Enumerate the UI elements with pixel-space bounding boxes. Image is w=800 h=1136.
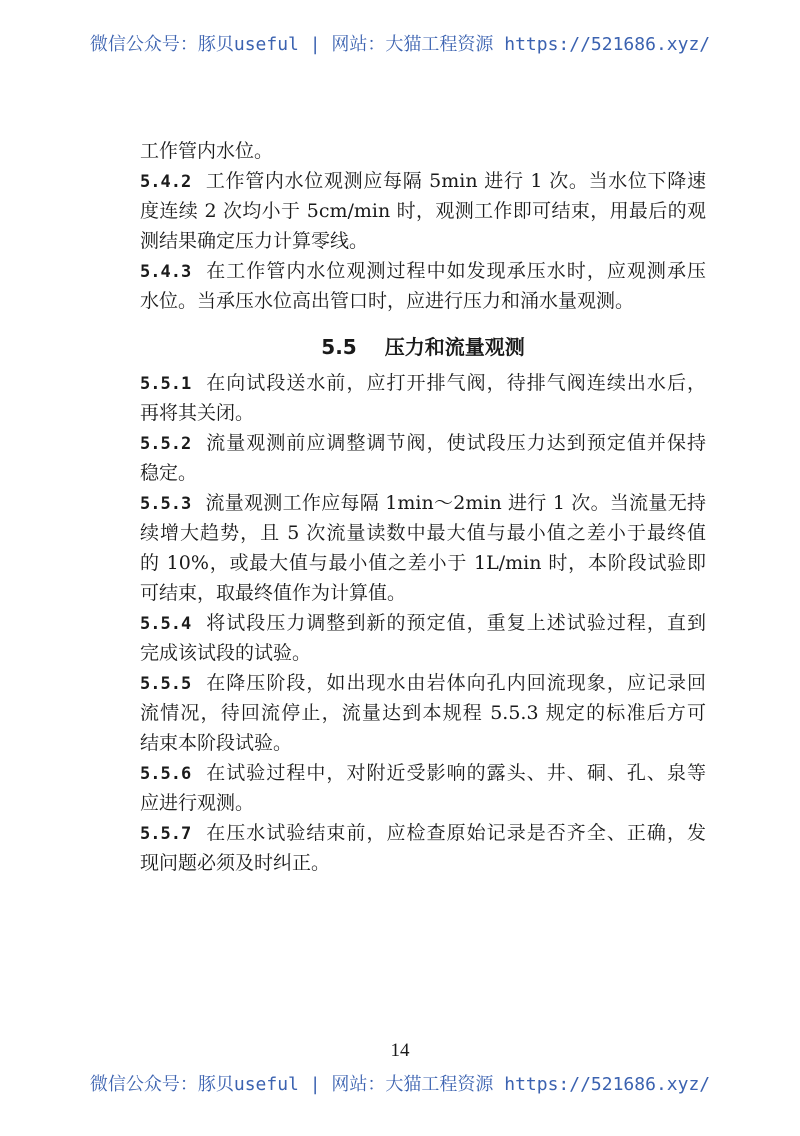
clause [140,758,706,818]
line-text: 再将其关闭。 [140,402,255,424]
line-text: 流量观测工作应每隔 1min～2min 进行 1 次。当流量无持 [205,492,706,514]
line-text: 流量观测前应调整调节阀，使试段压力达到预定值并保持 [205,432,706,454]
page-number: 14 [390,1040,410,1061]
clause [140,608,706,668]
line-text: 工作管内水位。 [140,140,274,162]
watermark-header: 微信公众号：豚贝useful | 网站：大猫工程资源 https://521686.xyz/ [89,34,711,55]
line-text: 流情况，待回流停止，流量达到本规程 5.5.3 规定的标准后方可 [140,702,706,724]
section-number: 5.5 [321,335,357,359]
line-text: 在工作管内水位观测过程中如发现承压水时，应观测承压 [205,260,706,282]
line-text: 可结束，取最终值作为计算值。 [140,582,407,604]
text-line [140,638,706,668]
text-line [140,518,706,548]
line-text: 完成该试段的试验。 [140,642,312,664]
text-line [140,548,706,578]
line-text: 水位。当承压水位高出管口时，应进行压力和涌水量观测。 [140,290,635,312]
clause-number: 5.5.4 [140,614,192,634]
clause [140,428,706,488]
clause [140,256,706,316]
line-text: 在压水试验结束前，应检查原始记录是否齐全、正确，发 [205,822,706,844]
text-line [140,668,706,698]
line-text: 续增大趋势，且 5 次流量读数中最大值与最小值之差小于最终值 [140,522,706,544]
watermark-footer: 微信公众号：豚贝useful | 网站：大猫工程资源 https://521686.xyz/ [89,1074,711,1095]
section-heading [140,324,706,370]
line-text: 现问题必须及时纠正。 [140,852,331,874]
text-line [140,398,706,428]
text-line [140,286,706,316]
text-line [140,458,706,488]
line-text: 的 10%，或最大值与最小值之差小于 1L/min 时，本阶段试验即 [140,552,706,574]
text-line [140,698,706,728]
clause-number: 5.5.7 [140,824,192,844]
document-body [140,136,706,878]
line-text: 在降压阶段，如出现水由岩体向孔内回流现象，应记录回 [205,672,706,694]
clause [140,488,706,608]
clause-number: 5.5.5 [140,674,192,694]
text-line [140,136,706,166]
text-line [140,578,706,608]
clause [140,136,706,166]
line-text: 度连续 2 次均小于 5cm/min 时，观测工作即可结束，用最后的观 [140,200,706,222]
clause-number: 5.5.6 [140,764,192,784]
clause-number: 5.5.1 [140,374,192,394]
line-text: 在试验过程中，对附近受影响的露头、井、硐、孔、泉等 [205,762,706,784]
clause-number: 5.5.3 [140,494,192,514]
line-text: 在向试段送水前，应打开排气阀，待排气阀连续出水后， [205,372,706,394]
line-text: 结束本阶段试验。 [140,732,293,754]
text-line [140,488,706,518]
clause-number: 5.4.3 [140,262,192,282]
text-line [140,848,706,878]
line-text: 测结果确定压力计算零线。 [140,230,369,252]
text-line [140,368,706,398]
line-text: 应进行观测。 [140,792,255,814]
line-text: 工作管内水位观测应每隔 5min 进行 1 次。当水位下降速 [205,170,706,192]
text-line [140,196,706,226]
clause [140,368,706,428]
text-line [140,428,706,458]
section-title: 压力和流量观测 [384,335,525,359]
text-line [140,758,706,788]
line-text: 稳定。 [140,462,198,484]
text-line [140,226,706,256]
text-line [140,166,706,196]
clause [140,818,706,878]
text-line [140,788,706,818]
text-line [140,256,706,286]
clause [140,166,706,256]
clause [140,668,706,758]
clause-number: 5.5.2 [140,434,192,454]
line-text: 将试段压力调整到新的预定值，重复上述试验过程，直到 [205,612,706,634]
text-line [140,818,706,848]
clause-number: 5.4.2 [140,172,192,192]
text-line [140,608,706,638]
text-line [140,728,706,758]
